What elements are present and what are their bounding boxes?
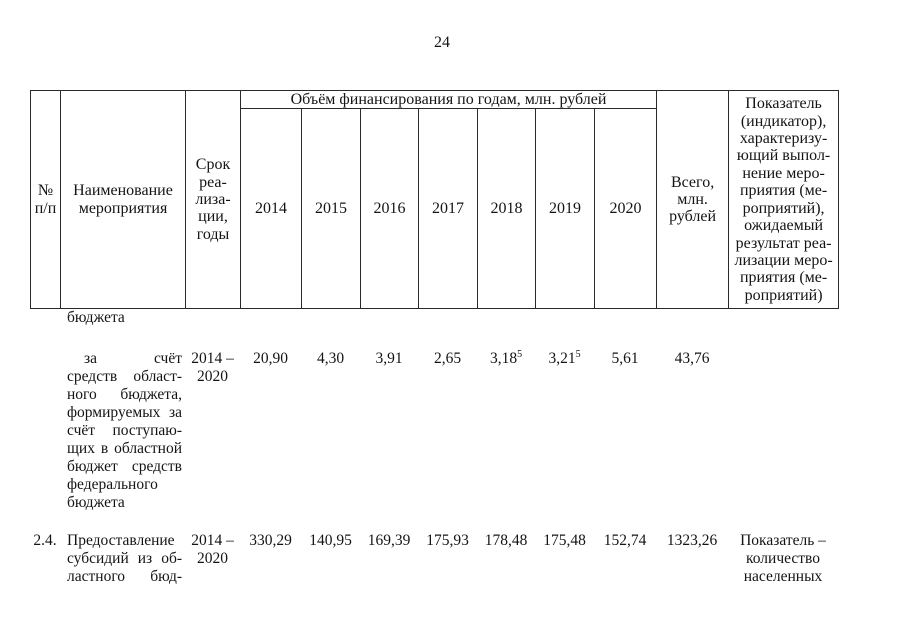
empty-cell: [594, 309, 656, 350]
header-term-cell: [186, 91, 241, 309]
header-indicator-line: результат реа-: [735, 234, 832, 252]
value-text: 5,61: [611, 350, 639, 367]
table-body: [30, 309, 838, 600]
value-2014: [240, 350, 301, 532]
row-name-line: средств област-: [67, 368, 182, 385]
header-number-line: №: [37, 182, 54, 200]
header-year-2018: 2018: [478, 109, 536, 309]
empty-cell: [477, 309, 535, 350]
value-2018: [477, 532, 535, 600]
header-year-2016: 2016: [361, 109, 419, 309]
row-name-line: формируемых за: [67, 404, 182, 421]
header-indicator-line: (индикатор),: [740, 112, 827, 130]
value-text: 3,21: [548, 350, 576, 367]
header-year-2014: 2014: [241, 109, 302, 309]
header-term-line: ции,: [198, 208, 228, 226]
table-header: [30, 90, 839, 309]
row-indicator-line: Показатель –: [740, 532, 826, 549]
row-term-cell: [185, 350, 240, 532]
value-2016: [360, 350, 418, 532]
value-text: 178,48: [484, 532, 528, 549]
footnote-mark: 5: [517, 349, 523, 360]
row-term-cell: [185, 532, 240, 600]
header-total-line: рублей: [669, 208, 717, 226]
value-text: 175,48: [543, 532, 586, 549]
header-indicator-line: характеризу-: [739, 130, 828, 148]
header-total-cell: [657, 91, 729, 309]
value-2015: [301, 532, 360, 600]
value-text: 175,93: [426, 532, 469, 549]
header-number-line: п/п: [34, 199, 57, 217]
row-term-line: 2014 –: [191, 350, 234, 367]
row-name-line: субсидий из об-: [67, 550, 182, 567]
empty-cell: [728, 350, 838, 532]
row-name-cell: [60, 350, 185, 532]
header-term-line: лиза-: [195, 191, 231, 208]
row-number: 2.4.: [33, 532, 57, 549]
header-indicator-cell: [729, 91, 839, 309]
row-indicator-line: населенных: [743, 568, 823, 585]
header-indicator-line: приятия (ме-: [739, 269, 828, 287]
row-indicator-line: количество: [746, 550, 820, 567]
value-text: 20,90: [253, 350, 288, 367]
header-year-2015: 2015: [302, 109, 361, 309]
header-indicator-line: лизации меро-: [734, 251, 833, 269]
header-year-2020: 2020: [595, 109, 657, 309]
footnote-mark: 5: [575, 349, 581, 360]
row-name-line: счёт поступаю-: [67, 422, 182, 439]
value-2017: [418, 350, 477, 532]
value-2014: [240, 532, 301, 600]
row-name-line: ного бюджета,: [67, 386, 182, 403]
empty-cell: [656, 309, 728, 350]
empty-cell: [30, 309, 60, 350]
row-name-line: щих в областной: [67, 440, 182, 457]
header-funding-label: Объём финансирования по годам, млн. рублей: [290, 91, 607, 108]
table-row: [30, 309, 838, 350]
empty-cell: [301, 309, 360, 350]
value-2018: [477, 350, 535, 532]
row-name-line: бюджет средств: [67, 458, 182, 475]
value-text: 4,30: [316, 350, 345, 367]
header-indicator-line: Показатель: [745, 95, 822, 113]
header-name-line: мероприятия: [78, 199, 168, 217]
row-name-cell: [60, 309, 185, 350]
header-name-cell: [61, 91, 186, 309]
header-row-top: [31, 91, 839, 109]
value-text: 3,91: [375, 350, 403, 367]
value-text: 330,29: [249, 532, 292, 549]
page-number: 24: [434, 34, 450, 51]
header-indicator-line: ожидаемый: [744, 217, 824, 235]
row-name-line: бюджета: [67, 494, 125, 511]
header-indicator-line: приятия (ме-: [739, 182, 828, 200]
value-2015: [301, 350, 360, 532]
empty-cell: [185, 309, 240, 350]
header-indicator-line: нение меро-: [742, 164, 825, 182]
header-term-line: годы: [196, 225, 230, 243]
value-2016: [360, 532, 418, 600]
table-row: [30, 532, 838, 600]
row-name-line: федерального: [67, 476, 158, 493]
row-term-line: 2020: [197, 368, 228, 385]
header-indicator-line: ющий выпол-: [736, 147, 831, 165]
value-text: 140,95: [309, 532, 352, 549]
header-indicator-line: роприятий): [744, 286, 823, 304]
table-row: [30, 350, 838, 532]
row-name-cell: [60, 532, 185, 600]
row-number-cell: [30, 532, 60, 600]
value-text: 2,65: [433, 350, 462, 367]
header-number-cell: [31, 91, 61, 309]
value-2017: [418, 532, 477, 600]
empty-cell: [418, 309, 477, 350]
row-term-line: 2020: [197, 550, 228, 567]
value-text: 1323,26: [666, 532, 718, 549]
value-text: 169,39: [367, 532, 411, 549]
empty-cell: [240, 309, 301, 350]
empty-cell: [728, 309, 838, 350]
header-term-line: Срок: [195, 156, 231, 174]
header-year-2019: 2019: [536, 109, 595, 309]
row-term-line: 2014 –: [191, 532, 234, 549]
value-total: [656, 350, 728, 532]
empty-cell: [30, 350, 60, 532]
header-total-line: млн.: [677, 191, 708, 208]
header-name-line: Наименование: [73, 182, 173, 200]
value-text: 43,76: [674, 350, 710, 367]
value-2019: [535, 350, 594, 532]
header-total-line: Всего,: [670, 173, 715, 191]
value-text: 152,74: [603, 532, 647, 549]
empty-cell: [535, 309, 594, 350]
header-term-line: реа-: [199, 173, 227, 191]
row-name-line: бюджета: [67, 309, 125, 326]
row-indicator-cell: [728, 532, 838, 600]
value-total: [656, 532, 728, 600]
header-funding-cell: [241, 91, 657, 109]
value-2020: [594, 532, 656, 600]
row-name-line: Предоставление: [67, 532, 175, 549]
header-year-2017: 2017: [419, 109, 478, 309]
empty-cell: [360, 309, 418, 350]
value-2019: [535, 532, 594, 600]
value-2020: [594, 350, 656, 532]
row-name-line: за счёт: [84, 350, 182, 367]
row-name-line: ластного бюд-: [67, 568, 182, 585]
header-indicator-line: роприятий),: [742, 199, 825, 217]
value-text: 3,18: [489, 350, 518, 367]
